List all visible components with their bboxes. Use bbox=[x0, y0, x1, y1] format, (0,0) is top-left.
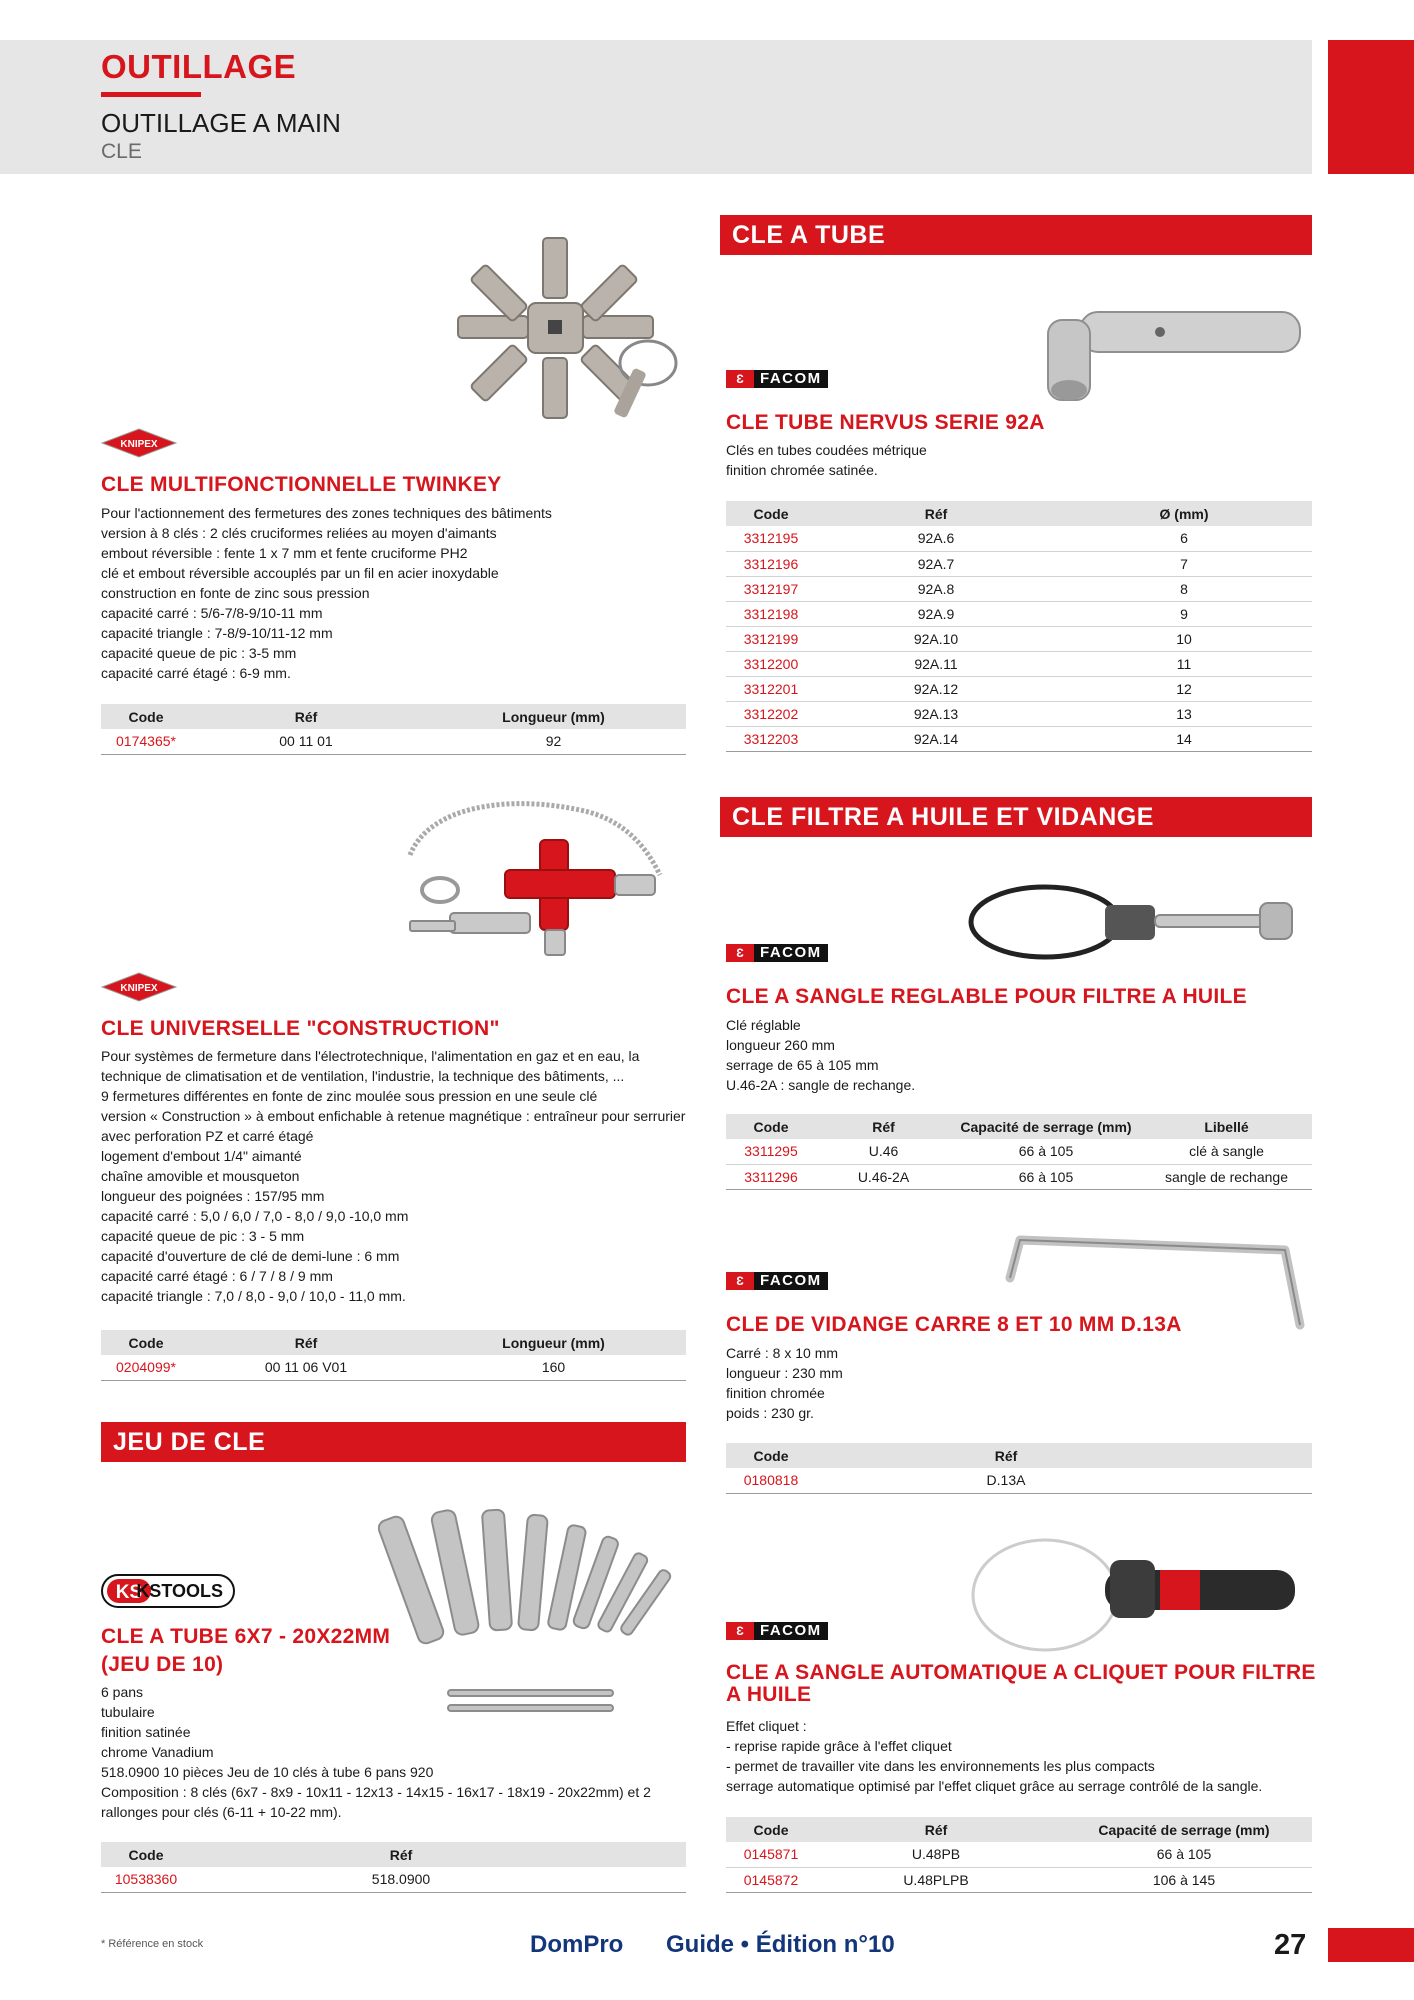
ratchet-strap-image bbox=[965, 1530, 1310, 1655]
construction-key-image bbox=[390, 795, 685, 960]
strap-wrench-image bbox=[965, 875, 1310, 970]
jeu-table: Code Réf 10538360 518.0900 bbox=[101, 1842, 686, 1893]
facom-logo: Ɛ FACOM bbox=[726, 1272, 828, 1290]
vidange-table: Code Réf 0180818 D.13A bbox=[726, 1443, 1312, 1494]
page-title: OUTILLAGE bbox=[101, 48, 297, 85]
table-row: 3312199 92A.10 10 bbox=[726, 626, 1312, 651]
table-row: 0145871 U.48PB 66 à 105 bbox=[726, 1842, 1312, 1867]
section-jeu-de-cle: JEU DE CLE bbox=[101, 1422, 686, 1462]
facom-logo: Ɛ FACOM bbox=[726, 944, 828, 962]
table-row: 3312198 92A.9 9 bbox=[726, 601, 1312, 626]
footer-note: * Référence en stock bbox=[101, 1938, 204, 1950]
sangle-table: Code Réf Capacité de serrage (mm) Libellé 3311295 U.46 66 à 105 clé à sangle 3311296 U.46-2A 66 à 105 sangle de rechange bbox=[726, 1114, 1312, 1190]
kstools-logo bbox=[101, 1574, 235, 1608]
table-row: 3312196 92A.7 7 bbox=[726, 551, 1312, 576]
knipex-logo bbox=[101, 972, 177, 1002]
footer-guide: Guide • Édition n°10 bbox=[666, 1931, 895, 1958]
twinkey-title: CLE MULTIFONCTIONNELLE TWINKEY bbox=[101, 473, 502, 496]
jeu-title: CLE A TUBE 6X7 - 20X22MM (JEU DE 10) bbox=[101, 1625, 391, 1676]
vidange-desc: Carré : 8 x 10 mm longueur : 230 mm finition chromée poids : 230 gr. bbox=[726, 1345, 843, 1421]
title-underline bbox=[101, 92, 201, 97]
chapter-tab bbox=[1328, 40, 1414, 174]
facom-logo: Ɛ FACOM bbox=[726, 370, 828, 388]
dompro-logo: DomPro bbox=[530, 1931, 624, 1958]
table-row: 0145872 U.48PLPB 106 à 145 bbox=[726, 1867, 1312, 1892]
table-row: 0204099* 00 11 06 V01 160 bbox=[101, 1355, 686, 1380]
nervus-table: Code Réf Ø (mm) 3312195 92A.6 6 3312196 92A.7 7 3312197 92A.8 8 3312198 92A.9 9 3312199 92A.10 10 3312200 92A.11 11 3312201 92A.12 12 3312202 92A.13 13 3312203 92A.14 14 bbox=[726, 501, 1312, 752]
footer-tab bbox=[1328, 1928, 1414, 1962]
page-category: CLE bbox=[101, 140, 142, 163]
twinkey-table: Code Réf Longueur (mm) 0174365* 00 11 01 92 bbox=[101, 704, 686, 755]
construction-desc: Pour systèmes de fermeture dans l'électrotechnique, l'alimentation en gaz et en eau, la technique de climatisation et de ventilation, l'industrie, la technique des bâtiments, ... 9 fermetures différentes en fonte de zinc moulée sous pression en une seule clé version « Construction » à embout enfichable à retenue magnétique : entraîneur pour serrurier avec perforation PZ et carré étagé logement d'embout 1/4" aimanté chaîne amovible et mousqueton longueur des poignées : 157/95 mm capacité carré : 5,0 / 6,0 / 7,0 - 8,0 / 9,0 -10,0 mm capacité queue de pic : 3 - 5 mm capacité d'ouverture de clé de demi-lune : 6 mm capacité carré étagé : 6 / 7 / 8 / 9 mm capacité triangle : 7,0 / 8,0 - 9,0 / 10,0 - 11,0 mm. bbox=[101, 1048, 686, 1304]
vidange-title: CLE DE VIDANGE CARRE 8 ET 10 MM D.13A bbox=[726, 1313, 1182, 1336]
nervus-title: CLE TUBE NERVUS SERIE 92A bbox=[726, 411, 1045, 434]
table-row: 0180818 D.13A bbox=[726, 1468, 1312, 1493]
section-cle-filtre: CLE FILTRE A HUILE ET VIDANGE bbox=[720, 797, 1312, 837]
sangle-title: CLE A SANGLE REGLABLE POUR FILTRE A HUILE bbox=[726, 985, 1247, 1008]
nervus-tube-image bbox=[1040, 292, 1310, 410]
page-subtitle: OUTILLAGE A MAIN bbox=[101, 108, 341, 138]
construction-table: Code Réf Longueur (mm) 0204099* 00 11 06 V01 160 bbox=[101, 1330, 686, 1381]
auto-desc: Effet cliquet : - reprise rapide grâce à l'effet cliquet - permet de travailler vite dans les environnements les plus compacts serrage automatique optimisé par l'effet cliquet grâce au serrage contrôlé de la sangle. bbox=[726, 1718, 1263, 1794]
sangle-desc: Clé réglable longueur 260 mm serrage de 65 à 105 mm U.46-2A : sangle de rechange. bbox=[726, 1017, 916, 1093]
table-row: 3312203 92A.14 14 bbox=[726, 726, 1312, 751]
twinkey-image bbox=[448, 228, 688, 438]
svg-text:KS: KS bbox=[115, 1582, 143, 1603]
table-row: 3312197 92A.8 8 bbox=[726, 576, 1312, 601]
table-row: 10538360 518.0900 bbox=[101, 1867, 686, 1892]
nervus-desc: Clés en tubes coudées métrique finition chromée satinée. bbox=[726, 442, 927, 478]
knipex-logo bbox=[101, 428, 177, 458]
table-row: 0174365* 00 11 01 92 bbox=[101, 729, 686, 754]
table-row: 3311296 U.46-2A 66 à 105 sangle de rechange bbox=[726, 1164, 1312, 1189]
kstools-wordmark: KSTOOLS bbox=[136, 1581, 223, 1601]
svg-text:KNIPEX: KNIPEX bbox=[120, 439, 158, 450]
table-row: 3312201 92A.12 12 bbox=[726, 676, 1312, 701]
svg-text:KNIPEX: KNIPEX bbox=[120, 983, 158, 994]
section-cle-a-tube: CLE A TUBE bbox=[720, 215, 1312, 255]
twinkey-desc: Pour l'actionnement des fermetures des zones techniques des bâtiments version à 8 clés : 2 clés cruciformes reliées au moyen d'aimants embout réversible : fente 1 x 7 mm et fente cruciforme PH2 clé et embout réversible accouplés par un fil en acier inoxydable construction en fonte de zinc sous pression capacité carré : 5/6-7/8-9/10-11 mm capacité triangle : 7-8/9-10/11-12 mm capacité queue de pic : 3-5 mm capacité carré étagé : 6-9 mm. bbox=[101, 505, 552, 681]
page-number: 27 bbox=[1274, 1929, 1307, 1961]
table-row: 3312202 92A.13 13 bbox=[726, 701, 1312, 726]
auto-title: CLE A SANGLE AUTOMATIQUE A CLIQUET POUR FILTRE A HUILE bbox=[726, 1661, 1316, 1706]
jeu-desc: 6 pans tubulaire finition satinée chrome Vanadium 518.0900 10 pièces Jeu de 10 clés à tube 6 pans 920 Composition : 8 clés (6x7 - 8x9 - 10x11 - 12x13 - 14x15 - 16x17 - 18x19 - 20x22mm) et 2 rallonges pour clés (6-11 + 10-22 mm). bbox=[101, 1684, 651, 1820]
facom-logo: Ɛ FACOM bbox=[726, 1622, 828, 1640]
table-row: 3312200 92A.11 11 bbox=[726, 651, 1312, 676]
construction-title: CLE UNIVERSELLE "CONSTRUCTION" bbox=[101, 1017, 500, 1040]
table-row: 3312195 92A.6 6 bbox=[726, 526, 1312, 551]
auto-table: Code Réf Capacité de serrage (mm) 0145871 U.48PB 66 à 105 0145872 U.48PLPB 106 à 145 bbox=[726, 1817, 1312, 1893]
table-row: 3311295 U.46 66 à 105 clé à sangle bbox=[726, 1139, 1312, 1164]
